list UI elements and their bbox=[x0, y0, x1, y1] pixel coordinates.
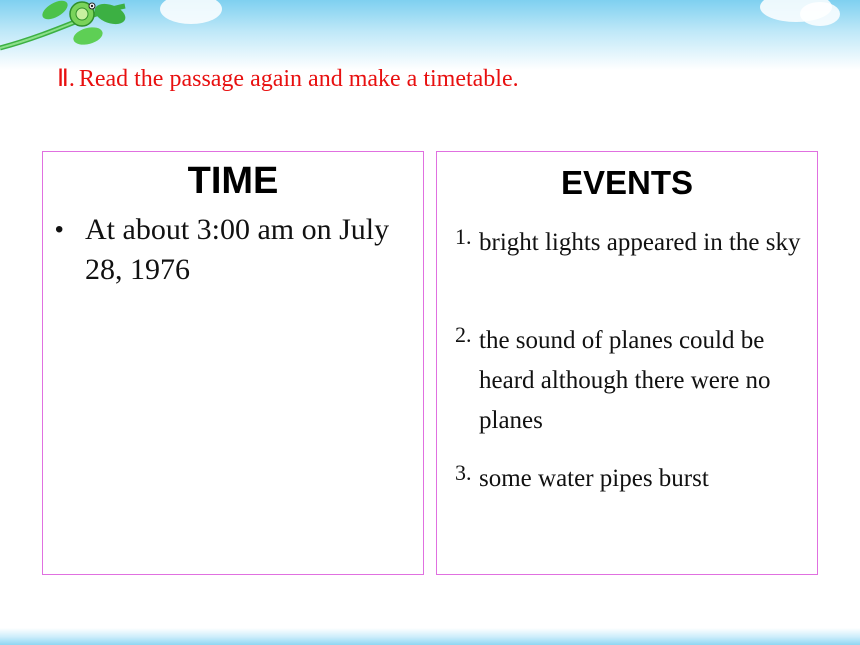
instruction-heading bbox=[57, 64, 519, 93]
event-number: 3. bbox=[455, 460, 472, 485]
time-column-box bbox=[42, 151, 424, 575]
heading-numeral: Ⅱ. bbox=[57, 66, 75, 92]
bullet-icon: • bbox=[55, 216, 64, 243]
events-column-box bbox=[436, 151, 818, 575]
vine-decoration-icon bbox=[0, 0, 160, 70]
time-item-text: At about 3:00 am on July 28, 1976 bbox=[85, 213, 390, 286]
event-text: bright lights appeared in the sky bbox=[479, 229, 801, 256]
event-number: 2. bbox=[455, 322, 472, 347]
cloud-icon bbox=[800, 2, 840, 26]
footer-band bbox=[0, 628, 860, 645]
heading-text: Read the passage again and make a timetable. bbox=[78, 66, 519, 92]
events-column-title: EVENTS bbox=[560, 164, 694, 201]
snail-mascot-icon bbox=[70, 2, 95, 26]
event-text: the sound of planes could be heard although there were no planes bbox=[479, 327, 771, 434]
event-text: some water pipes burst bbox=[479, 465, 709, 492]
event-number: 1. bbox=[455, 224, 472, 249]
time-column-title: TIME bbox=[187, 160, 279, 202]
